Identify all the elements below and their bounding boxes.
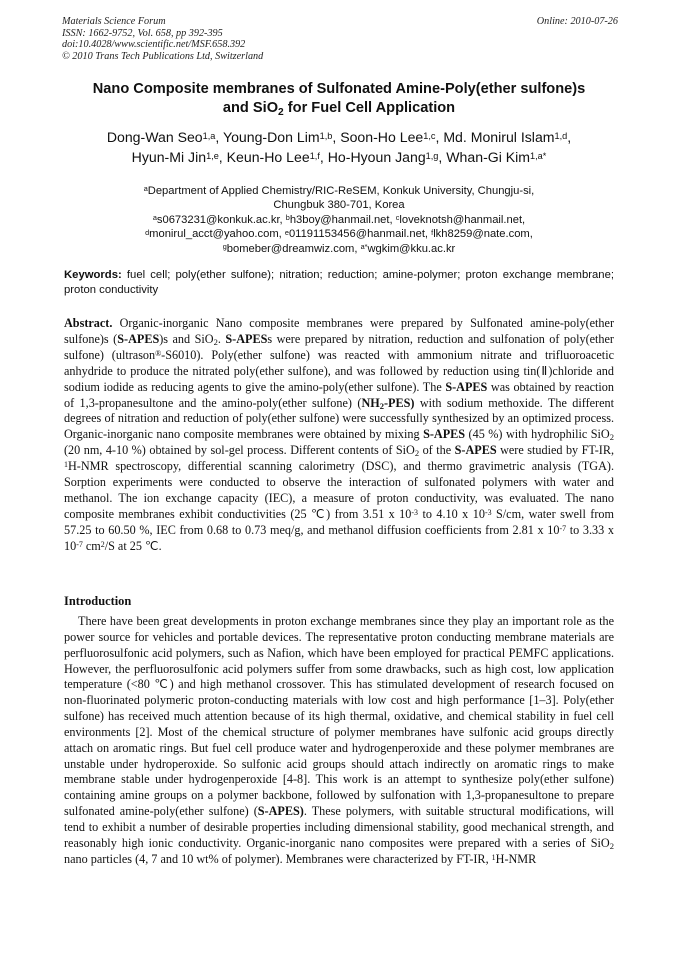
intro-sub: 2 [609,840,614,851]
copyright-line: © 2010 Trans Tech Publications Ltd, Switzerland [62,50,264,62]
separator: , [567,129,572,145]
email-line-3 [60,242,618,256]
running-header [62,16,618,62]
abstract-text: S/cm, water swell from 57.25 to 60.50 %, IEC from 0.68 to 0.73 meq/g, and methanol diffusion coefficients from 2.81 x 10 [64,506,614,537]
separator: , [319,149,328,165]
email-mark: e [284,227,289,237]
email-link[interactable]: monirul_acct@yahoo.com, [149,228,285,241]
abstract-bold: S-APES [225,331,268,346]
email-mark: a* [360,242,368,252]
abstract-sup: 1 [64,460,68,470]
abstract-sup: ® [155,349,162,359]
abstract-sub: 2 [379,400,384,411]
keywords [64,268,614,297]
abstract-text: to 4.10 x 10 [417,506,485,521]
introduction-body [64,614,614,868]
email-link[interactable]: 01191153456@hanmail.net, [288,228,432,241]
email-line-2 [60,227,618,241]
abstract-text: . [217,331,226,346]
author-mark: 1,b [319,130,333,141]
intro-text: nano particles (4, 7 and 10 wt% of polymer). Membranes were characterized by FT-IR, [64,851,492,866]
abstract-bold-text: -PES) [383,395,415,410]
keywords-label: Keywords: [64,269,122,281]
abstract-sup: -3 [484,508,492,518]
email-line-1 [60,213,618,227]
abstract-bold: S-APES [445,379,488,394]
author-line-2 [40,147,638,167]
abstract-bold: S-APES [117,331,160,346]
title-text: for Fuel Cell Application [283,100,456,116]
email-link[interactable]: bomeber@dreamwiz.com, [226,242,361,255]
abstract-text: s were prepared by nitration, reduction and sulfonation of poly(ether sulfone) (ultrason [64,331,614,362]
email-link[interactable]: s0673231@konkuk.ac.kr, [156,213,286,226]
separator: , [438,149,447,165]
author-name: Dong-Wan Seo [106,129,203,145]
abstract-text: to 3.33 x 10 [64,522,614,553]
author-mark: 1,a [202,130,216,141]
keywords-text: fuel cell; poly(ether sulfone); nitration; reduction; amine-polymer; proton exchange membrane; proton conductivity [64,269,614,296]
affiliation-block [60,184,618,256]
journal-name: Materials Science Forum [62,16,166,27]
intro-text: . These polymers, with suitable structural modifications, will tend to exhibit a number of desirable properties including dimensional stability, good mechanical strength, and reasonably high ionic conductivity. Organic-inorganic nano composites were prepared with a series of SiO [64,804,614,850]
affiliation-text: Department of Applied Chemistry/RIC-ReSEM, Konkuk University, Chungju-si, [147,185,535,197]
abstract-text: /S at 25 ℃. [104,538,162,553]
author-mark: 1,f [309,150,320,161]
author-mark: 1,e [206,150,219,161]
abstract-bold: S-APES [423,427,466,442]
email-link[interactable]: h3boy@hanmail.net, [289,213,396,226]
abstract-text: (20 nm, 4-10 %) obtained by sol-gel process. Different contents of SiO [64,443,415,458]
abstract-text: (45 %) with hydrophilic SiO [465,427,610,442]
author-mark: 1,d [554,130,568,141]
email-mark: g [222,242,227,252]
email-link[interactable]: lkh8259@nate.com, [433,228,533,241]
intro-text: H-NMR [495,851,537,866]
abstract-text: of the [419,443,455,458]
doi-line: doi:10.4028/www.scientific.net/MSF.658.392 [62,39,246,51]
title-text: and SiO [222,100,279,116]
author-mark: 1,c [423,130,436,141]
author-name: Hyun-Mi Jin [131,149,207,165]
online-date: Online: 2010-07-26 [536,16,618,27]
abstract-sup: 2 [100,539,105,549]
author-list [40,127,638,167]
abstract-label: Abstract. [64,316,113,330]
author-name: Young-Don Lim [222,129,320,145]
abstract-sub: 2 [414,448,420,459]
title-subscript: 2 [278,106,284,118]
email-mark: f [431,227,434,237]
author-name: Soon-Ho Lee [340,129,424,145]
intro-sup: 1 [491,852,496,862]
issn-line: ISSN: 1662-9752, Vol. 658, pp 392-395 [62,27,223,39]
abstract-text: )s and SiO [159,331,214,346]
paper-title [40,80,638,118]
abstract-text: with sodium methoxide. The different degrees of nitration and reduction of poly(ether sulfone) were successfully synthesized by an optimized process. Organic-inorganic nano composite membranes were obtained by mixing [64,395,614,442]
abstract-bold-text: NH [361,395,380,410]
intro-text: There have been great developments in proton exchange membranes since they play an important role as the power source for vehicles and portable devices. The representative proton conducting membrane materials are perfluorosulfonic acid polymers, such as Nafion, which have been employed for practical PEMFC applications. However, the perfluorosulfonic acid polymers suffer from some drawbacks, such as high cost, low application temperature (<80 ℃) and high methanol crossover. This has stimulated development of research focused on non-fluorinated polymeric proton-conducting materials with low cost and high performance [1–3]. Poly(ether sulfone) has received much attention because of its high thermal, oxidative, and chemical stability in fuel cell environments [2]. Most of the chemical structure of polymer membranes have sulfonic acid groups directly attach on aromatic rings. But fuel cell produce water and hydrogenperoxide and these polymer membranes are unstable under hydroperoxide. So sulfonic acid groups should attach indirectly on aromatic rings to make membrane stable under hydrogenperoxide [4-8]. This work is an attempt to synthesize poly(ether sulfone) containing amine groups on a polymer backbone, followed by sulfonation with 1,3-propanesultone to prepare sulfonated amine-poly(ether sulfone) ( [64,614,614,819]
affiliation-mark: a [143,184,148,194]
abstract-sub: 2 [609,432,614,443]
abstract-text: cm [82,538,101,553]
author-line-1 [40,127,638,147]
author-name: Md. Monirul Islam [443,129,555,145]
intro-bold: S-APES) [257,804,304,819]
separator: , [435,129,444,145]
abstract-text: Organic-inorganic Nano composite membranes were prepared by Sulfonated amine-poly(ether sulfone)s ( [64,316,614,346]
author-mark: 1,a* [530,150,547,161]
abstract [64,316,614,555]
abstract-bold: S-APES [454,443,497,458]
abstract-sup: -7 [76,539,83,549]
abstract-sup: -7 [559,524,567,534]
author-name: Whan-Gi Kim [446,149,531,165]
abstract-text: -S6010). Poly(ether sulfone) was reacted with ammonium nitrate and trifluoroacetic anhydride to produce the nitrated poly(ether sulfone), and was followed by reduction using tin(Ⅱ)chloride and sodium iodide as reducing agents to give the amino-poly(ether sulfone). The [64,347,614,394]
author-name: Keun-Ho Lee [226,149,310,165]
affiliation-dept [60,184,618,198]
section-heading: Introduction [64,594,132,608]
abstract-sub: 2 [213,337,218,348]
email-link[interactable]: wgkim@kku.ac.kr [367,242,456,255]
abstract-bold [361,396,414,410]
abstract-text: were studied by FT-IR, [496,443,615,458]
author-name: Ho-Hyoun Jang [327,149,426,165]
separator: , [218,149,227,165]
separator: , [332,129,341,145]
author-mark: 1,g [425,150,439,161]
abstract-text: H-NMR spectroscopy, differential scanning calorimetry (DSC), and thermo gravimetric analysis (TGA). Sorption experiments were conducted to observe the interaction of sulfonated polymers with water and methanol. The ion exchange capacity (IEC), a measure of proton conductivity, was evaluated. The nano composite membranes exhibit conductivities (25 ℃) from 3.51 x 10 [64,459,614,521]
title-line-1: Nano Composite membranes of Sulfonated Amine-Poly(ether sulfone)s [92,81,586,97]
abstract-sup: -3 [411,508,418,518]
email-mark: c [395,213,400,223]
title-line-2 [40,99,638,118]
email-mark: d [145,227,150,237]
abstract-text: was obtained by reaction of 1,3-propanesultone and the amino-poly(ether sulfone) ( [64,379,614,410]
separator: , [215,129,223,145]
email-link[interactable]: loveknotsh@hanmail.net, [399,213,526,226]
email-mark: b [285,213,290,223]
affiliation-address: Chungbuk 380-701, Korea [273,199,405,212]
email-mark: a [152,213,157,223]
